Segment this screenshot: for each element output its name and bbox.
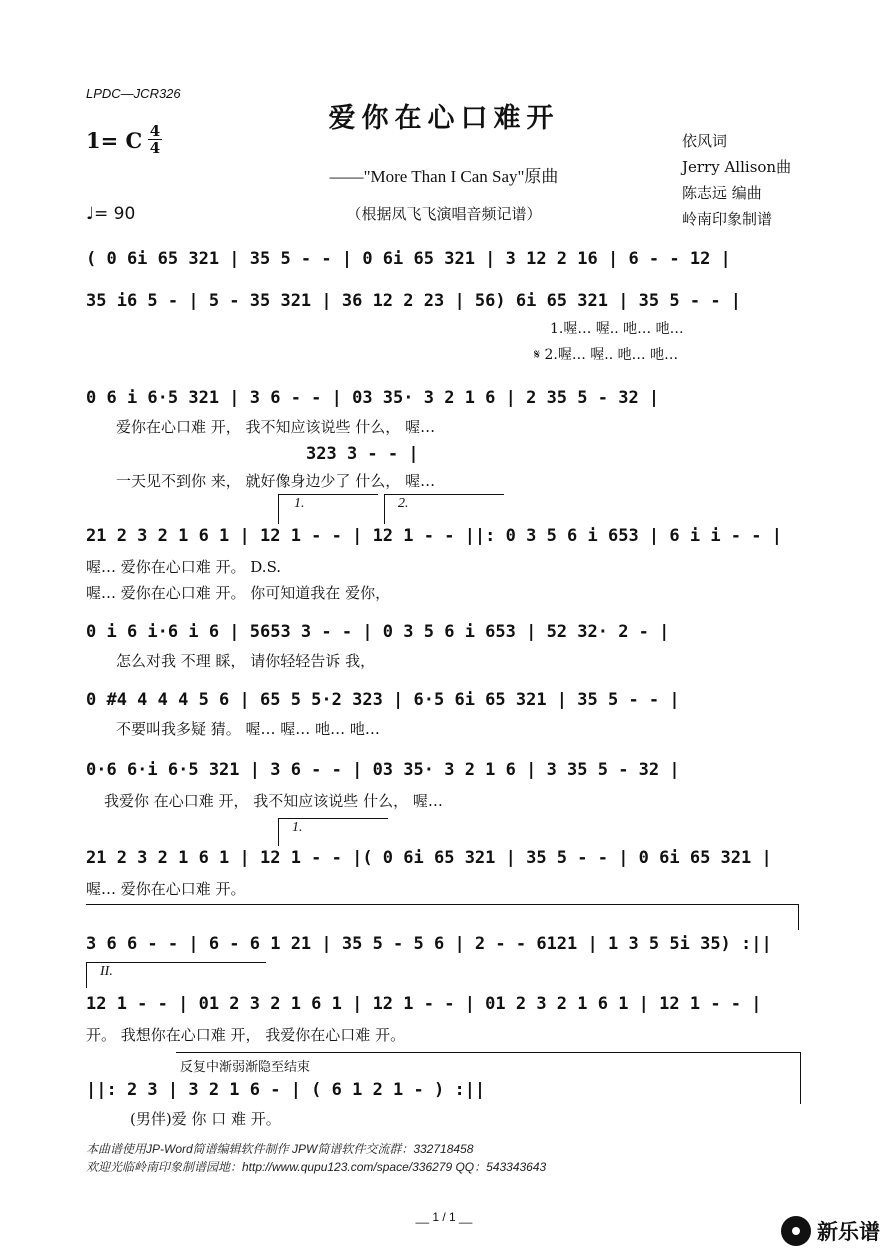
fade-note: 反复中渐弱渐隐至结束	[180, 1059, 311, 1074]
volta-2-label: 2.	[398, 496, 409, 511]
lyric-line-3: 爱你在心口难 开， 我不知应该说些 什么， 喔…	[116, 418, 436, 436]
staff-line-7: 0·6 6·i 6·5 321 | 3 6 - - | 03 35· 3 2 1 6 | 3 35 5 - 32 |	[86, 760, 680, 780]
volta-2b-bracket	[86, 962, 266, 963]
volta-1b-left	[278, 818, 279, 846]
footer-line-2: 欢迎光临岭南印象制谱园地：http://www.qupu123.com/space/336279 QQ：543343643	[86, 1160, 547, 1174]
score-code: LPDC—JCR326	[86, 86, 181, 101]
lyric-line-6: 不要叫我多疑 猜。 喔… 喔… 吔… 吔…	[116, 720, 380, 738]
subtitle: ——"More Than I Can Say"原曲	[329, 167, 559, 186]
staff-line-11: ||: 2 3 | 3 2 1 6 - | ( 6 1 2 1 - ) :||	[86, 1080, 486, 1100]
time-signature	[148, 124, 162, 155]
meter-top: 4	[149, 122, 161, 140]
volta-2-bracket	[384, 494, 504, 495]
volta-1-left	[278, 494, 279, 524]
lyric-line-5: 怎么对我 不理 睬， 请你轻轻告诉 我，	[116, 652, 376, 670]
song-title: 爱你在心口难开	[328, 103, 560, 134]
site-logo	[781, 1216, 880, 1246]
fade-bracket	[176, 1052, 800, 1053]
credits	[682, 128, 791, 232]
staff-line-9: 3 6 6 - - | 6 - 6 1 21 | 35 5 - 5 6 | 2 - - 6121 | 1 3 5 5i 35) :||	[86, 934, 772, 954]
staff-line-6: 0 #4 4 4 4 5 6 | 65 5 5·2 323 | 6·5 6i 65 321 | 35 5 - - |	[86, 690, 680, 710]
lyric-line-3b: 一天见不到你 来， 就好像身边少了 什么， 喔…	[116, 472, 436, 490]
lyric-line-2b: 𝄋 2.喔… 喔.. 吔… 吔…	[534, 347, 679, 363]
lyric-line-8: 喔… 爱你在心口难 开。	[86, 880, 246, 898]
fade-bracket-right	[800, 1052, 801, 1104]
staff-line-4: 21 2 3 2 1 6 1 | 12 1 - - | 12 1 - - ||: 0 3 5 6 i 653 | 6 i i - - |	[86, 526, 782, 546]
footer-line-1: 本曲谱使用JP-Word简谱编辑软件制作 JPW简谱软件交流群：332718458	[86, 1142, 474, 1156]
volta-1b-bracket	[278, 818, 388, 819]
arranger: 陈志远 编曲	[682, 184, 762, 202]
page-number: __ 1 / 1 __	[415, 1210, 473, 1224]
staff-line-5: 0 i 6 i·6 i 6 | 5653 3 - - | 0 3 5 6 i 653 | 52 32· 2 - |	[86, 622, 670, 642]
volta-1b-label: 1.	[292, 820, 303, 835]
meter-bottom: 4	[149, 139, 161, 157]
composer: Jerry Allison曲	[682, 158, 792, 176]
logo-text: 新乐谱	[817, 1220, 880, 1244]
record-icon	[781, 1216, 811, 1246]
staff-line-10: 12 1 - - | 01 2 3 2 1 6 1 | 12 1 - - | 01 2 3 2 1 6 1 | 12 1 - - |	[86, 994, 762, 1014]
lyric-line-7: 我爱你 在心口难 开， 我不知应该说些 什么， 喔…	[104, 792, 443, 810]
lyric-line-4b: 喔… 爱你在心口难 开。 你可知道我在 爱你，	[86, 584, 391, 602]
repeat-span-right	[798, 904, 799, 930]
volta-2b-left	[86, 962, 87, 988]
transcriber: 岭南印象制谱	[682, 210, 773, 228]
volta-2b-label: II.	[100, 964, 113, 979]
source-note: （根据凤飞飞演唱音频记谱）	[346, 205, 542, 223]
volta-2-left	[384, 494, 385, 524]
lyric-line-4a: 喔… 爱你在心口难 开。 D.S.	[86, 558, 282, 576]
tempo-marking: ♩= 90	[86, 204, 136, 224]
staff-line-1: ( 0 6i 65 321 | 35 5 - - | 0 6i 65 321 | 3 12 2 16 | 6 - - 12 |	[86, 249, 731, 269]
key-signature: 1= C	[86, 128, 143, 153]
staff-line-3: 0 6 i 6·5 321 | 3 6 - - | 03 35· 3 2 1 6 | 2 35 5 - 32 |	[86, 388, 660, 408]
staff-line-2: 35 i6 5 - | 5 - 35 321 | 36 12 2 23 | 56) 6i 65 321 | 35 5 - - |	[86, 291, 742, 311]
lyric-line-11: (男伴)爱 你 口 难 开。	[130, 1110, 281, 1128]
staff-line-3b: 323 3 - - |	[306, 444, 419, 464]
volta-1-bracket	[278, 494, 378, 495]
lyric-line-10: 开。 我想你在心口难 开， 我爱你在心口难 开。	[86, 1026, 406, 1044]
lyricist: 依风词	[682, 132, 728, 150]
repeat-span-bracket	[86, 904, 798, 905]
lyric-line-2a: 1.喔… 喔.. 吔… 吔…	[550, 321, 684, 337]
staff-line-8: 21 2 3 2 1 6 1 | 12 1 - - |( 0 6i 65 321 | 35 5 - - | 0 6i 65 321 |	[86, 848, 772, 868]
volta-1-label: 1.	[294, 496, 305, 511]
